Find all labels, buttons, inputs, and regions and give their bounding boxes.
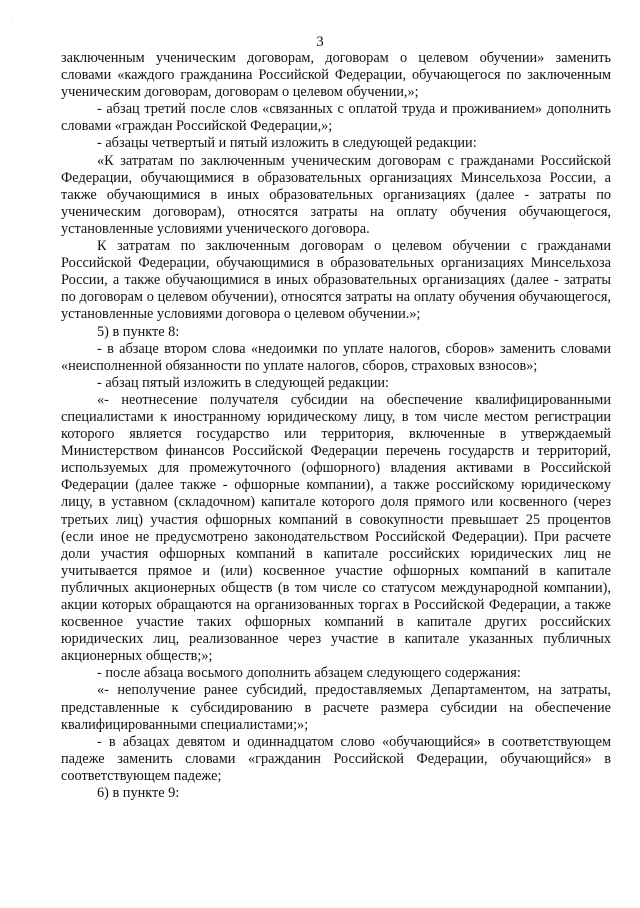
paragraph-quote-celevoe: К затратам по заключенным договорам о целевом обучении с гражданами Российской Федерации, обучающимися в образовательных организациях Минсельхоза России, а также обучающимися в иных образовательных организациях (далее - затраты по договорам о целевом обучении), относятся затраты на оплату обучения обучающегося, установленные условиями договора о целевом обучении.»; [61, 238, 611, 323]
scan-corner-mark: · [11, 16, 13, 23]
paragraph-quote-uchenicheskie: «К затратам по заключенным ученическим договорам с гражданами Российской Федерации, обучающимися в образовательных организациях Минсельхоза России, а также обучающимися в иных образовательных организациях (далее - затраты по ученическим договорам), относятся затраты на оплату обучения обучающегося, установленные условиями ученического договора. [61, 152, 611, 237]
paragraph-quote-nepoluchenie: «- неполучение ранее субсидий, предоставляемых Департаментом, на затраты, представленные к субсидированию в расчете размера субсидии на обеспечение квалифицированными специалистами;»; [61, 682, 611, 733]
paragraph-abzac-vtoroj: - в абзаце втором слова «недоимки по уплате налогов, сборов» заменить словами «неисполненной обязанности по уплате налогов, сборов, страховых взносов»; [61, 340, 611, 374]
paragraph-posle-abzaca-vosmogo: - после абзаца восьмого дополнить абзацем следующего содержания: [97, 665, 521, 682]
paragraph-abzacy-chetvertyj-pyatyj: - абзацы четвертый и пятый изложить в следующей редакции: [97, 135, 477, 152]
paragraph-abzacy-devyatyj-odinnadcatyj: - в абзацах девятом и одиннадцатом слово «обучающийся» в соответствующем падеже заменить словами «гражданин Российской Федерации, обучающийся» в соответствующем падеже; [61, 733, 611, 784]
paragraph-abzac-pyatyj: - абзац пятый изложить в следующей редакции: [97, 374, 390, 391]
page-number: 3 [316, 34, 324, 50]
paragraph-continuation: заключенным ученическим договорам, договорам о целевом обучении» заменить словами «каждого гражданина Российской Федерации, обучающегося по заключенным ученическим договорам, договорам о целевом обучении,»; [61, 50, 611, 101]
document-body [61, 50, 611, 802]
paragraph-item-6-heading: 6) в пункте 9: [97, 785, 180, 802]
paragraph-abzac-tretij: - абзац третий после слов «связанных с оплатой труда и проживанием» дополнить словами «граждан Российской Федерации,»; [61, 101, 611, 135]
paragraph-quote-offshore: «- неотнесение получателя субсидии на обеспечение квалифицированными специалистами к иностранному юридическому лицу, в том числе местом регистрации которого является государство или территория, включенные в утверждаемый Министерством финансов Российской Федерации перечень государств и территорий, используемых для промежуточного (офшорного) владения активами в Российской Федерации (далее также - офшорные компании), а также российскому юридическому лицу, в уставном (складочном) капитале которого доля прямого или косвенного (через третьих лиц) участия офшорных компаний в совокупности превышает 25 процентов (если иное не предусмотрено законодательством Российской Федерации). При расчете доли участия офшорных компаний в капитале российских юридических лиц не учитывается прямое и (или) косвенное участие офшорных компаний в капитале публичных акционерных обществ (в том числе со статусом международной компании), акции которых обращаются на организованных торгах в Российской Федерации, а также косвенное участие таких офшорных компаний в капитале других российских юридических лиц, реализованное через участие в капитале указанных публичных акционерных обществ;»; [61, 391, 611, 665]
paragraph-item-5-heading: 5) в пункте 8: [97, 323, 180, 340]
